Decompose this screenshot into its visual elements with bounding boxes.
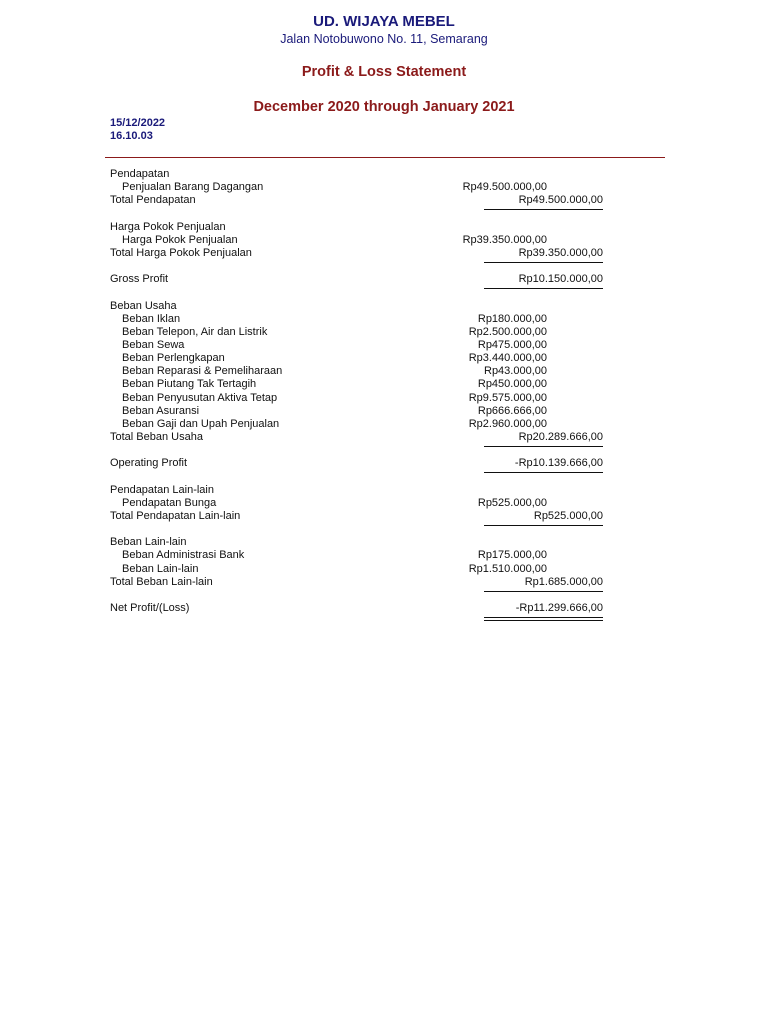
row-amount: Rp666.666,00 bbox=[477, 404, 547, 417]
row-amount: Rp2.960.000,00 bbox=[468, 417, 547, 430]
total-underline bbox=[484, 525, 603, 526]
row-amount: Rp39.350.000,00 bbox=[518, 246, 603, 259]
row-label: Pendapatan bbox=[110, 168, 170, 180]
company-address: Jalan Notobuwono No. 11, Semarang bbox=[280, 32, 488, 46]
row-label: Beban Lain-lain bbox=[122, 562, 199, 575]
row-amount: Rp180.000,00 bbox=[477, 312, 547, 325]
row-label: Operating Profit bbox=[110, 457, 188, 470]
total-underline bbox=[484, 209, 603, 210]
row-amount: -Rp10.139.666,00 bbox=[514, 457, 603, 470]
row-amount: Rp39.350.000,00 bbox=[462, 233, 547, 246]
statement-row-total bbox=[0, 194, 768, 207]
statement-row-total bbox=[0, 510, 768, 523]
row-amount: Rp1.685.000,00 bbox=[524, 575, 603, 588]
total-underline bbox=[484, 288, 603, 289]
row-label: Pendapatan Lain-lain bbox=[110, 483, 214, 496]
row-label: Harga Pokok Penjualan bbox=[110, 220, 226, 233]
row-amount: Rp175.000,00 bbox=[477, 549, 547, 562]
statement-row-total bbox=[0, 602, 768, 615]
row-label: Beban Asuransi bbox=[122, 404, 200, 417]
report-period: December 2020 through January 2021 bbox=[253, 99, 515, 115]
print-time: 16.10.03 bbox=[110, 130, 153, 142]
row-amount: Rp49.500.000,00 bbox=[462, 181, 547, 194]
total-underline bbox=[484, 617, 603, 618]
row-label: Beban Usaha bbox=[110, 299, 177, 312]
statement-row-heading bbox=[0, 168, 768, 181]
statement-row-item bbox=[0, 418, 768, 431]
row-label: Pendapatan Bunga bbox=[122, 496, 217, 509]
total-underline bbox=[484, 472, 603, 473]
row-amount: Rp20.289.666,00 bbox=[518, 431, 603, 443]
statement-row-heading bbox=[0, 484, 768, 497]
statement-row-item bbox=[0, 563, 768, 576]
statement-row-heading bbox=[0, 300, 768, 313]
row-label: Total Harga Pokok Penjualan bbox=[110, 246, 252, 259]
row-label: Harga Pokok Penjualan bbox=[122, 233, 238, 246]
row-amount: Rp49.500.000,00 bbox=[518, 194, 603, 207]
row-label: Gross Profit bbox=[110, 273, 169, 286]
row-label: Penjualan Barang Dagangan bbox=[122, 181, 264, 194]
row-label: Beban Penyusutan Aktiva Tetap bbox=[122, 391, 278, 404]
statement-row-heading bbox=[0, 221, 768, 234]
row-amount: Rp450.000,00 bbox=[477, 378, 547, 391]
row-amount: Rp43.000,00 bbox=[484, 365, 547, 378]
row-label: Total Pendapatan Lain-lain bbox=[110, 509, 241, 522]
company-name: UD. WIJAYA MEBEL bbox=[313, 13, 455, 30]
row-amount: Rp1.510.000,00 bbox=[468, 562, 547, 575]
statement-row-total bbox=[0, 576, 768, 589]
row-amount: Rp9.575.000,00 bbox=[468, 391, 547, 404]
statement-row-item bbox=[0, 405, 768, 418]
row-label: Beban Piutang Tak Tertagih bbox=[122, 378, 257, 391]
row-amount: -Rp11.299.666,00 bbox=[515, 601, 603, 614]
statement-row-item bbox=[0, 313, 768, 326]
report-title: Profit & Loss Statement bbox=[301, 64, 467, 80]
row-label: Beban Telepon, Air dan Listrik bbox=[122, 325, 268, 338]
statement-row-item bbox=[0, 378, 768, 391]
statement-row-item bbox=[0, 326, 768, 339]
row-label: Beban Perlengkapan bbox=[122, 352, 225, 365]
row-amount: Rp475.000,00 bbox=[477, 338, 547, 351]
statement-row-item bbox=[0, 549, 768, 562]
statement-row-item bbox=[0, 352, 768, 365]
statement-row-total bbox=[0, 431, 768, 444]
total-double-underline bbox=[484, 620, 603, 621]
statement-row-item bbox=[0, 234, 768, 247]
row-label: Beban Gaji dan Upah Penjualan bbox=[122, 417, 280, 430]
row-label: Beban Administrasi Bank bbox=[122, 549, 245, 562]
row-label: Net Profit/(Loss) bbox=[110, 601, 190, 614]
statement-row-total bbox=[0, 247, 768, 260]
row-label: Beban Lain-lain bbox=[110, 536, 187, 549]
total-underline bbox=[484, 262, 603, 263]
row-amount: Rp525.000,00 bbox=[533, 509, 603, 522]
row-label: Beban Iklan bbox=[122, 312, 181, 325]
row-label: Beban Sewa bbox=[122, 338, 185, 351]
row-amount: Rp2.500.000,00 bbox=[468, 325, 547, 338]
statement-row-item bbox=[0, 339, 768, 352]
row-label: Total Beban Usaha bbox=[110, 431, 203, 443]
statement-row-item bbox=[0, 392, 768, 405]
row-amount: Rp10.150.000,00 bbox=[518, 273, 603, 286]
row-amount: Rp525.000,00 bbox=[477, 496, 547, 509]
row-amount: Rp3.440.000,00 bbox=[468, 352, 547, 365]
statement-row-heading bbox=[0, 536, 768, 549]
statement-row-item bbox=[0, 181, 768, 194]
statement-row-item bbox=[0, 365, 768, 378]
row-label: Total Beban Lain-lain bbox=[110, 575, 213, 588]
row-label: Total Pendapatan bbox=[110, 194, 196, 207]
print-date: 15/12/2022 bbox=[110, 117, 166, 129]
statement-row-total bbox=[0, 273, 768, 286]
total-underline bbox=[484, 591, 603, 592]
statement-row-total bbox=[0, 457, 768, 470]
row-label: Beban Reparasi & Pemeliharaan bbox=[122, 365, 283, 378]
statement-row-item bbox=[0, 497, 768, 510]
total-underline bbox=[484, 446, 603, 447]
